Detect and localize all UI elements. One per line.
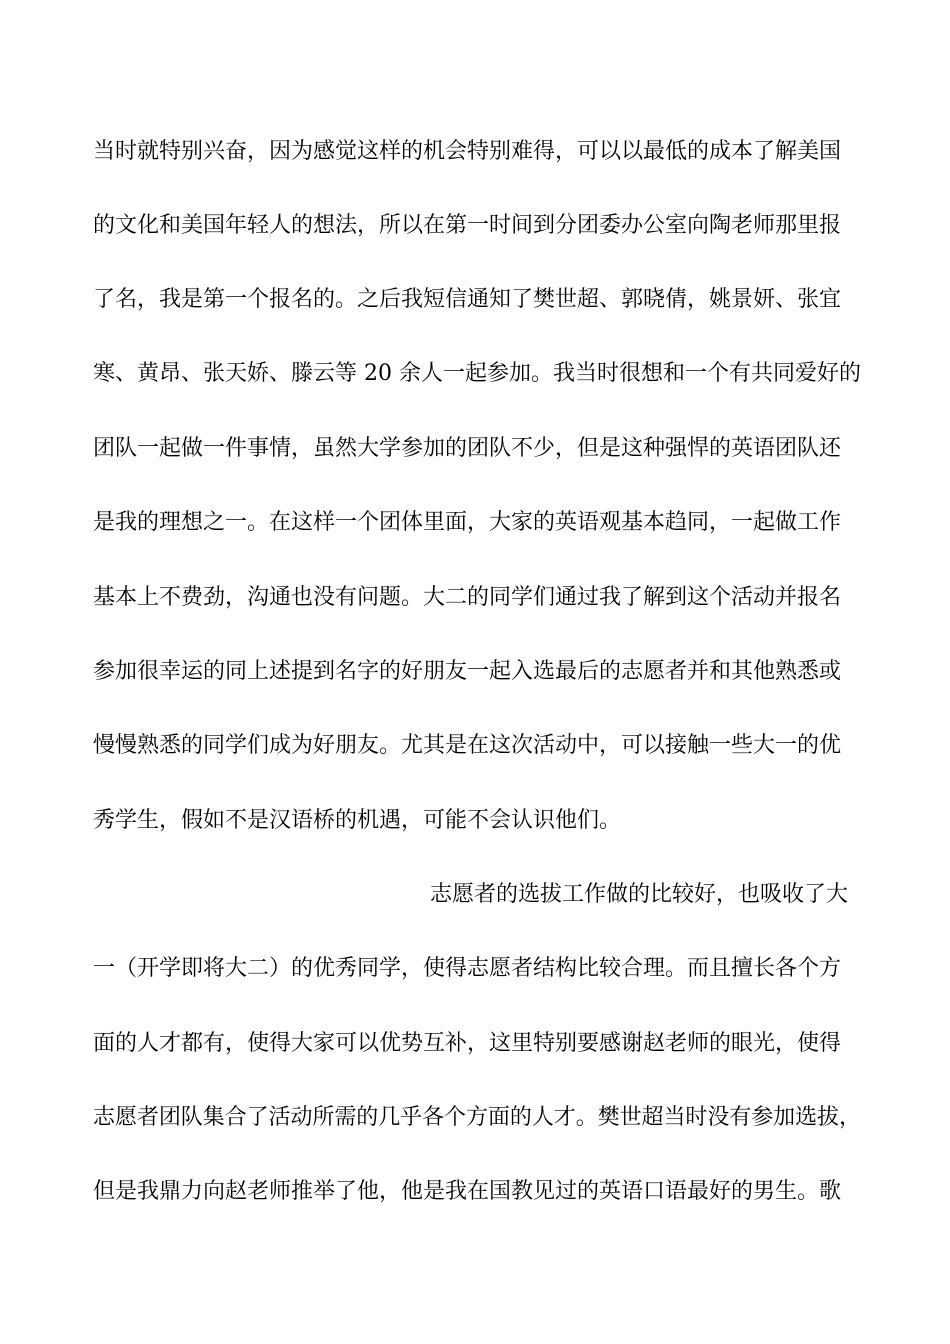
text-line: 一（开学即将大二）的优秀同学，使得志愿者结构比较合理。而且擅长各个方 xyxy=(93,956,842,981)
text-line: 参加很幸运的同上述提到名字的好朋友一起入选最后的志愿者并和其他熟悉或 xyxy=(93,659,842,684)
paragraph-start-line: 志愿者的选拔工作做的比较好，也吸收了大 xyxy=(430,882,849,907)
text-line: 但是我鼎力向赵老师推举了他，他是我在国教见过的英语口语最好的男生。歌 xyxy=(93,1179,842,1204)
text-line: 寒、黄昂、张天娇、滕云等 20 余人一起参加。我当时很想和一个有共同爱好的 xyxy=(93,361,861,386)
text-line: 慢慢熟悉的同学们成为好朋友。尤其是在这次活动中，可以接触一些大一的优 xyxy=(93,733,842,758)
text-line: 团队一起做一件事情，虽然大学参加的团队不少，但是这种强悍的英语团队还 xyxy=(93,436,842,461)
text-line: 秀学生，假如不是汉语桥的机遇，可能不会认识他们。 xyxy=(93,808,622,833)
text-line: 面的人才都有，使得大家可以优势互补，这里特别要感谢赵老师的眼光，使得 xyxy=(93,1031,842,1056)
text-line: 志愿者团队集合了活动所需的几乎各个方面的人才。樊世超当时没有参加选拔， xyxy=(93,1105,861,1130)
text-line: 当时就特别兴奋，因为感觉这样的机会特别难得，可以以最低的成本了解美国 xyxy=(93,139,842,164)
text-line: 的文化和美国年轻人的想法，所以在第一时间到分团委办公室向陶老师那里报 xyxy=(93,213,842,238)
text-line: 基本上不费劲，沟通也没有问题。大二的同学们通过我了解到这个活动并报名 xyxy=(93,585,842,610)
text-line: 了名，我是第一个报名的。之后我短信通知了樊世超、郭晓倩，姚景妍、张宜 xyxy=(93,287,842,312)
text-line: 是我的理想之一。在这样一个团体里面，大家的英语观基本趋同，一起做工作 xyxy=(93,510,842,535)
